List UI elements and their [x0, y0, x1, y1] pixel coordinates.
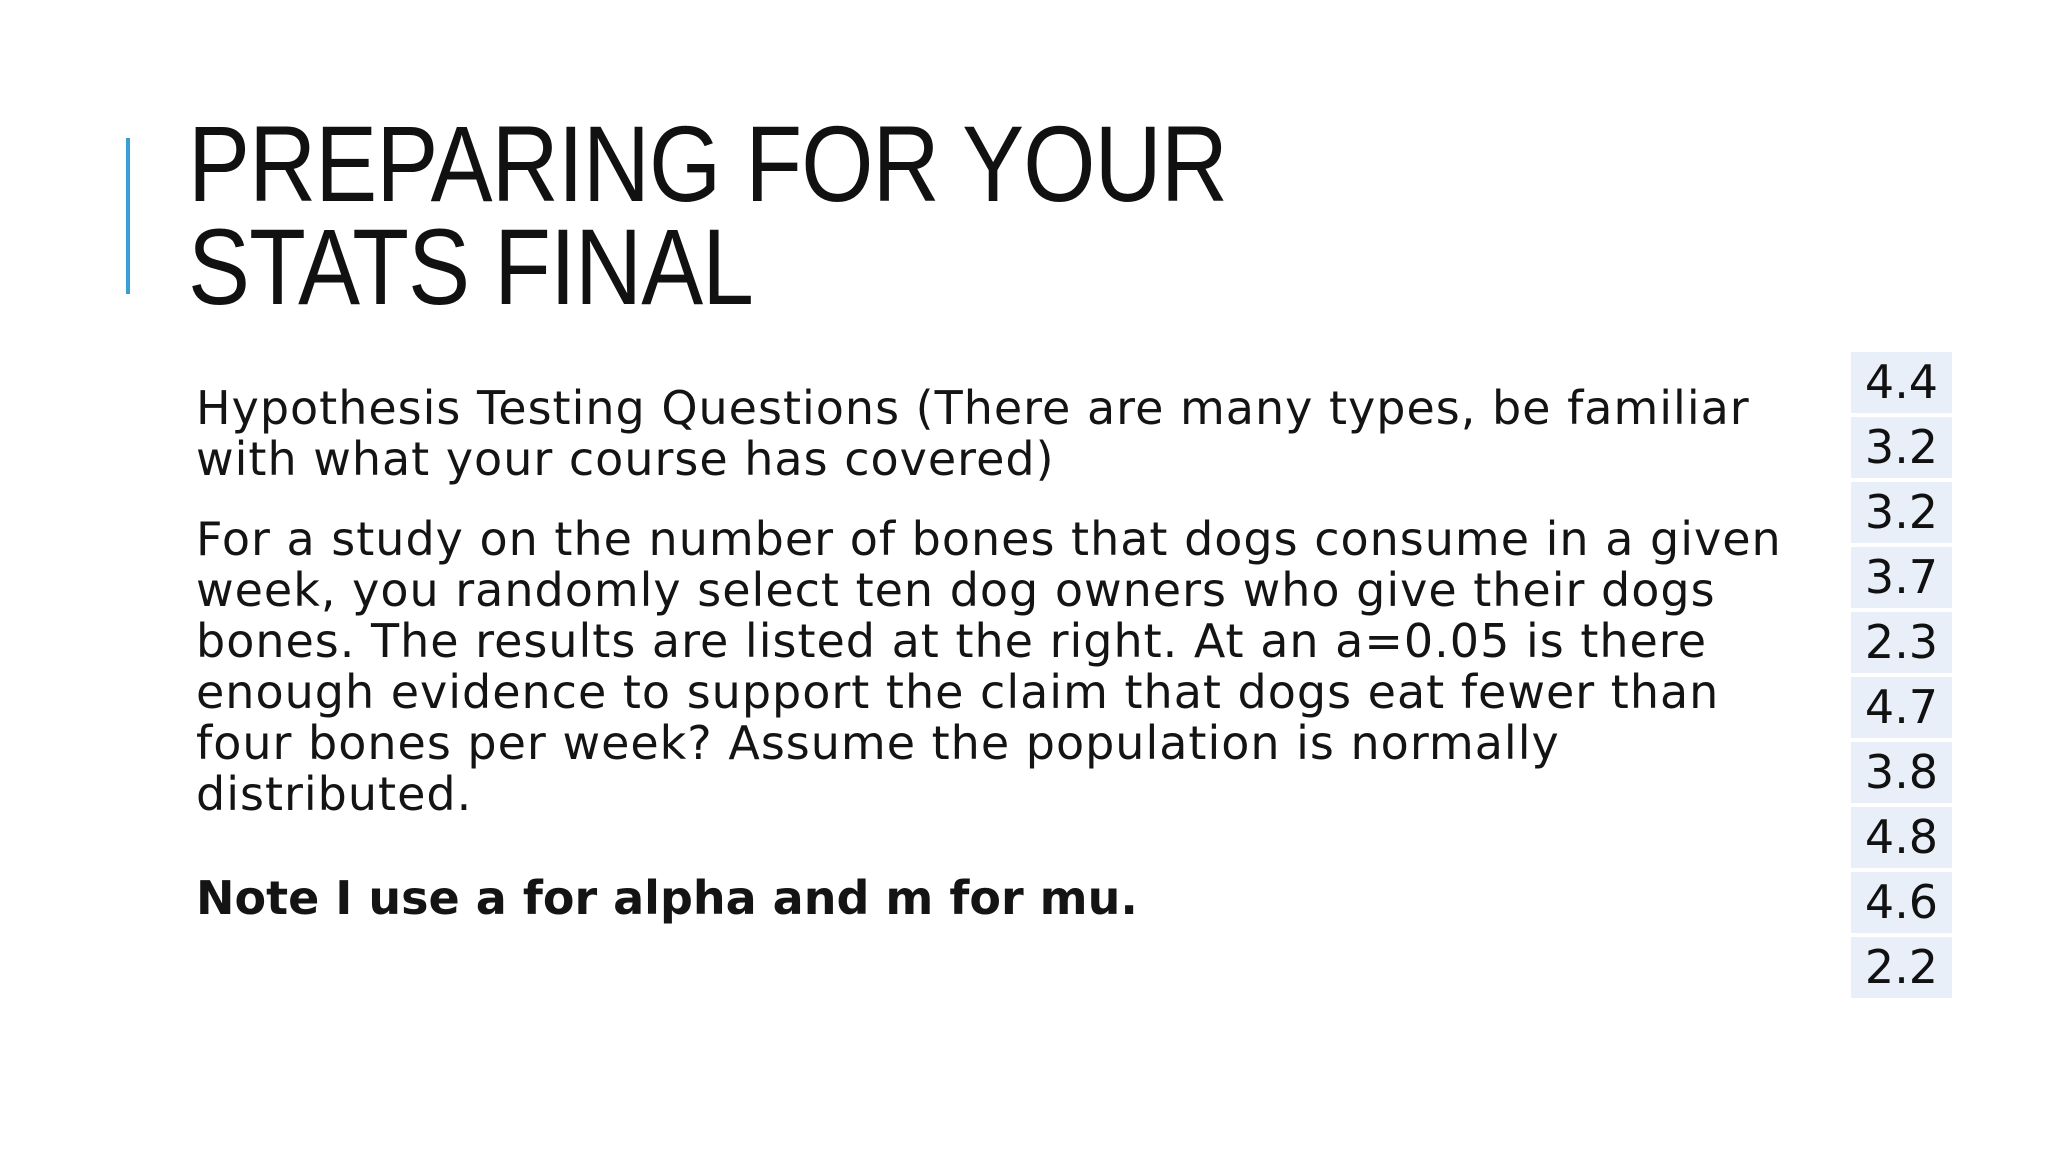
table-row — [1851, 612, 1952, 673]
slide-title: PREPARING FOR YOUR STATS FINAL — [188, 103, 1228, 327]
table-row — [1851, 872, 1952, 933]
table-row — [1851, 482, 1952, 543]
table-row — [1851, 807, 1952, 868]
data-cell: 2.3 — [1851, 612, 1952, 673]
table-row — [1851, 352, 1952, 413]
data-cell: 3.2 — [1851, 482, 1952, 543]
slide-body — [196, 383, 1826, 924]
table-row — [1851, 742, 1952, 803]
problem-paragraph: For a study on the number of bones that dogs consume in a given week, you randomly select ten dog owners who give their dogs bones. The results are listed at the right. At an a=0.05 is there enough evidence to support the claim that dogs eat fewer than four bones per week? Assume the population is normally distributed. — [196, 512, 1782, 821]
table-row — [1851, 937, 1952, 998]
data-cell: 3.7 — [1851, 547, 1952, 608]
data-cell: 4.4 — [1851, 352, 1952, 413]
note-paragraph: Note I use a for alpha and m for mu. — [196, 871, 1138, 925]
data-table — [1851, 348, 1952, 1002]
table-row — [1851, 677, 1952, 738]
data-cell: 4.7 — [1851, 677, 1952, 738]
data-cell: 3.8 — [1851, 742, 1952, 803]
data-cell: 4.8 — [1851, 807, 1952, 868]
intro-paragraph: Hypothesis Testing Questions (There are many types, be familiar with what your course has covered) — [196, 381, 1750, 486]
table-row — [1851, 417, 1952, 478]
data-cell: 3.2 — [1851, 417, 1952, 478]
data-cell: 2.2 — [1851, 937, 1952, 998]
title-accent-bar — [126, 138, 130, 294]
data-cell: 4.6 — [1851, 872, 1952, 933]
table-row — [1851, 547, 1952, 608]
